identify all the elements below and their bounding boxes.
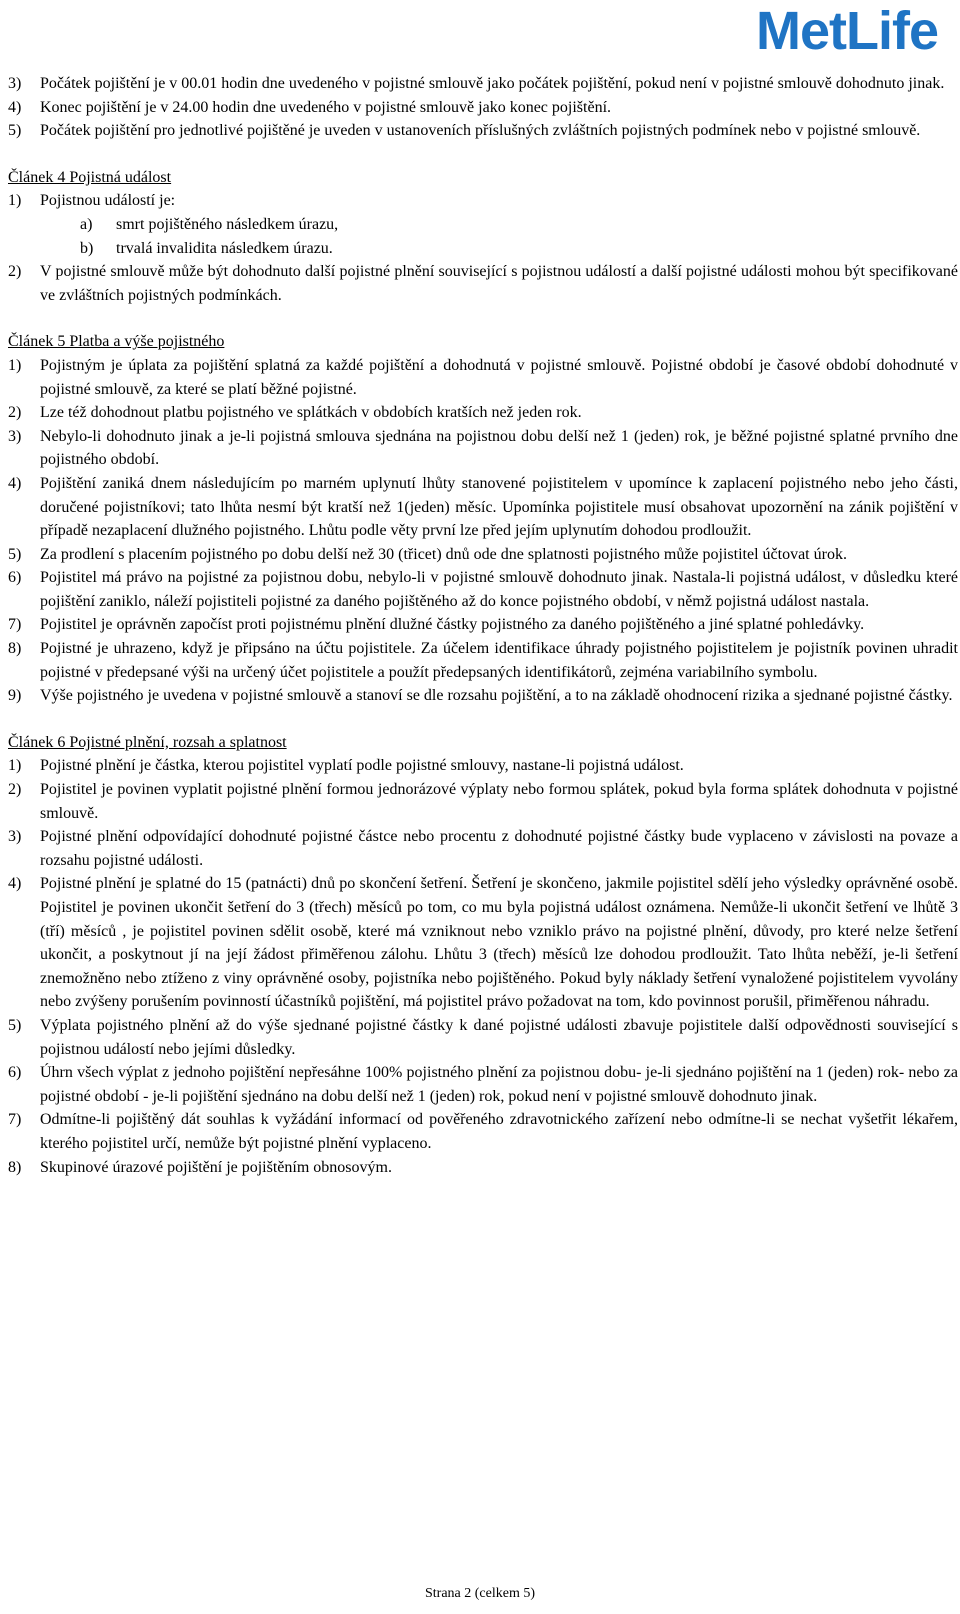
article-6-heading: Článek 6 Pojistné plnění, rozsah a splatnost	[8, 733, 287, 751]
list-item: 3) Nebylo-li dohodnuto jinak a je-li pojistná smlouva sjednána na pojistnou dobu delší než 1 (jeden) rok, je běžné pojistné splatné prvního dne pojistného období.	[8, 427, 958, 469]
list-item: 4) Konec pojištění je v 24.00 hodin dne uvedeného v pojistné smlouvě jako konec pojištění.	[8, 98, 612, 116]
list-item: 1) Pojistné plnění je částka, kterou pojistitel vyplatí podle pojistné smlouvy, nastane-li pojistná událost.	[8, 757, 684, 775]
sub-list-item: b) trvalá invalidita následkem úrazu.	[80, 239, 333, 257]
list-item: 5) Za prodlení s placením pojistného po dobu delší než 30 (třicet) dnů ode dne splatnosti pojistného může pojistitel účtovat úrok.	[8, 545, 847, 563]
document-body	[8, 72, 958, 1179]
page-number: Strana 2 (celkem 5)	[424, 1586, 535, 1601]
article-5-heading: Článek 5 Platba a výše pojistného	[8, 333, 225, 351]
sub-list-item: a) smrt pojištěného následkem úrazu,	[80, 215, 339, 233]
article-4-heading: Článek 4 Pojistná událost	[8, 168, 172, 186]
list-item: 4) Pojištění zaniká dnem následujícím po marném uplynutí lhůty stanovené pojistitelem v upomínce k zaplacení pojistného nebo jeho části, doručené pojistníkovi; tato lhůta nesmí být kratší než 1(jeden) měsíc. Upomínka pojistitele musí obsahovat upozornění na zánik pojištění v případě nezaplacení dlužného pojistného. Lhůtu podle věty první lze před jejím uplynutím dohodou prodloužit.	[8, 474, 958, 540]
list-item: 8) Skupinové úrazové pojištění je pojištěním obnosovým.	[8, 1158, 392, 1176]
list-item: 6) Úhrn všech výplat z jednoho pojištění nepřesáhne 100% pojistného plnění za pojistnou dobu- je-li sjednáno pojištění na 1 (jeden) rok- nebo za pojistné období - je-li pojištění sjednáno na dobu delší než 1 (jeden) rok, pokud není v pojistné smlouvě dohodnuto jinak.	[8, 1064, 958, 1105]
list-item: 3) Počátek pojištění je v 00.01 hodin dne uvedeného v pojistné smlouvě jako počátek pojištění, pokud není v pojistné smlouvě dohodnuto jinak.	[8, 75, 945, 92]
list-item: 5) Počátek pojištění pro jednotlivé pojištěné je uveden v ustanoveních příslušných zvláštních pojistných podmínek nebo v pojistné smlouvě.	[8, 122, 921, 140]
list-item: 7) Pojistitel je oprávněn započíst proti pojistnému plnění dlužné částky pojistného za daného pojištěného a jiné splatné pohledávky.	[8, 616, 865, 634]
list-item: 3) Pojistné plnění odpovídající dohodnuté pojistné částce nebo procentu z dohodnuté pojistné částky bude vyplaceno v závislosti na povaze a rozsahu pojistné události.	[8, 828, 958, 869]
list-item: 2) V pojistné smlouvě může být dohodnuto další pojistné plnění související s pojistnou událostí a další pojistné události mohou být specifikované ve zvláštních pojistných podmínkách.	[8, 263, 958, 304]
list-item: 1) Pojistným je úplata za pojištění splatná za každé pojištění a dohodnutá v pojistné smlouvě. Pojistné období je časové období dohodnuté v pojistné smlouvě, za které se platí běžné pojistné.	[8, 356, 958, 398]
list-item: 2) Pojistitel je povinen vyplatit pojistné plnění formou jednorázové výplaty nebo formou splátek, pokud byla forma splátek dohodnuta v pojistné smlouvě.	[8, 781, 958, 822]
list-item: 4) Pojistné plnění je splatné do 15 (patnácti) dnů po skončení šetření. Šetření je skončeno, jakmile pojistitel sdělí jeho výsledky oprávněné osobě. Pojistitel je povinen ukončit šetření do 3 (třech) měsíců po tom, co mu byla pojistná událost oznámena. Nemůže-li ukončit šetření ve lhůtě 3 (tří) měsíců , je pojistitel povinen sdělit osobě, které má vzniknout nebo vzniklo právo na pojistné plnění, důvody, pro které nelze šetření ukončit, a poskytnout jí na její žádost přiměřenou zálohu. Lhůtu 3 (třech) měsíců lze dohodou prodloužit. Tato lhůta neběží, je-li šetření znemožněno nebo ztíženo z viny oprávněné osoby, pojistníka nebo pojištěného. Pokud byly náklady šetření vynaložené pojistitelem vyvolány nebo zvýšeny porušením povinností účastníků pojištění, má pojistitel právo požadovat na tom, kdo povinnost porušil, přiměřenou náhradu.	[8, 875, 958, 1011]
list-item: 5) Výplata pojistného plnění až do výše sjednané pojistné částky k dané pojistné události zbavuje pojistitele další odpovědnosti související s pojistnou událostí nebo jejími důsledky.	[8, 1016, 958, 1058]
list-item: 9) Výše pojistného je uvedena v pojistné smlouvě a stanoví se dle rozsahu pojištění, a to na základě ohodnocení rizika a sjednané pojistné částky.	[8, 687, 953, 705]
list-item: 8) Pojistné je uhrazeno, když je připsáno na účtu pojistitele. Za účelem identifikace úhrady pojistného pojistitelem je pojistník povinen uhradit pojistné v předepsané výši na určený účet pojistitele a použít předepsaných identifikátorů, zejména variabilního symbolu.	[8, 640, 958, 681]
list-item: 6) Pojistitel má právo na pojistné za pojistnou dobu, nebylo-li v pojistné smlouvě dohodnuto jinak. Nastala-li pojistná událost, v důsledku které pojištění zaniklo, náleží pojistiteli pojistné za daného pojištěného až do konce pojistného období, v němž pojistná událost nastala.	[8, 569, 958, 610]
list-item: 2) Lze též dohodnout platbu pojistného ve splátkách v obdobích kratších než jeden rok.	[8, 404, 582, 422]
intro-list	[8, 72, 958, 143]
list-item: 7) Odmítne-li pojištěný dát souhlas k vyžádání informací od pověřeného zdravotnického zařízení nebo odmítne-li se nechat vyšetřit lékařem, kterého pojistitel určí, nemůže být pojistné plnění vyplaceno.	[8, 1111, 958, 1152]
list-item: 1) Pojistnou událostí je:	[8, 192, 176, 210]
metlife-logo: MetLife	[756, 1, 938, 61]
